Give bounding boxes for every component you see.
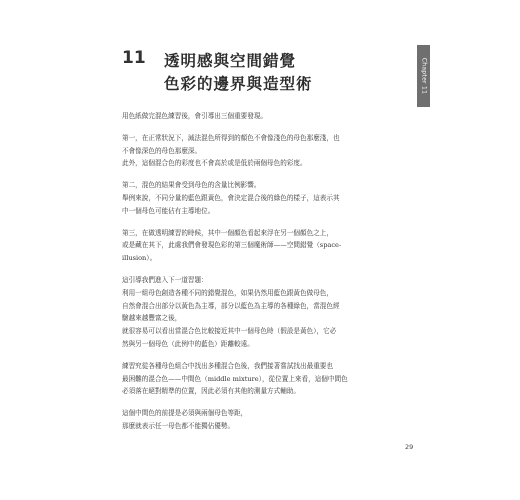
text-line: 驗越來越豐富之後，: [122, 314, 182, 323]
text-line: 最困難的混合色——中間色（middle mixture），從位置上來看，這個中間色: [122, 374, 348, 383]
chapter-title-line-2: 色彩的邊界與造型術: [164, 75, 313, 93]
chapter-side-tab: [417, 45, 430, 107]
text-line: 必須落在絕對精準的位置，因此必須有其他的測量方式輔助。: [122, 387, 301, 396]
text-line: 或是藏在其下，此處我們會發現色彩的第三個魔術師——空間錯覺（space-: [122, 241, 342, 250]
paragraph-gap: [122, 351, 392, 360]
text-line: 那麼就表示任一母色都不能獨佔優勢。: [122, 421, 235, 430]
paragraph-gap: [122, 265, 392, 274]
text-line: 用色紙做完混色練習後，會引導出三個重要發現。: [122, 112, 268, 120]
chapter-title-line-1: 透明感與空間錯覺: [164, 52, 297, 70]
text-line: 不會像深色的母色那麼深。: [122, 146, 202, 155]
text-line: illusion）。: [122, 254, 157, 263]
text-line: 第二，混色的結果會受到母色的含量比例影響。: [122, 181, 261, 190]
body-text: [122, 110, 392, 433]
text-line: 然與另一個母色（此例中的藍色）距離較遠。: [122, 339, 254, 348]
text-line: 這引導我們進入下一道習題：: [122, 275, 208, 284]
paragraph-gap: [122, 398, 392, 407]
text-line: 第三，在做透明練習的時候，其中一個顏色看起來浮在另一個顏色之上，: [122, 228, 333, 237]
text-line: 舉例來說，不同分量的藍色跟黃色，會決定混合後的綠色的樣子，這表示其: [122, 193, 340, 202]
text-line: 自然會混合出部分以黃色為主導，部分以藍色為主導的各種綠色，當混色經: [122, 301, 340, 310]
text-line: 第一，在正常狀況下，減法混色所得到的顏色不會像淺色的母色那麼淺，也: [122, 133, 340, 142]
chapter-number: 11: [122, 48, 146, 68]
page-number: 29: [405, 443, 414, 451]
text-line: 練習究從各種母色組合中找出多種混合色後，我們接著嘗試找出最重要也: [122, 361, 333, 370]
chapter-side-tab-label: Chapter 11: [420, 57, 427, 95]
paragraph-gap: [122, 123, 392, 132]
text-line: 中一個母色可能佔有主導地位。: [122, 206, 215, 215]
text-line: 這個中間色的前提是必須與兩個母色等距，: [122, 409, 248, 418]
paragraph-gap: [122, 218, 392, 227]
paragraph-gap: [122, 170, 392, 179]
text-line: 此外，這個混合色的彩度也不會高於或是低於兩個母色的彩度。: [122, 159, 307, 168]
text-line: 就很容易可以看出當混合色比較接近其中一個母色時（假設是黃色），它必: [122, 327, 337, 336]
text-line: 利用一組母色創造各種不同的錯覺混色，如果仍然用藍色跟黃色做母色，: [122, 288, 333, 297]
